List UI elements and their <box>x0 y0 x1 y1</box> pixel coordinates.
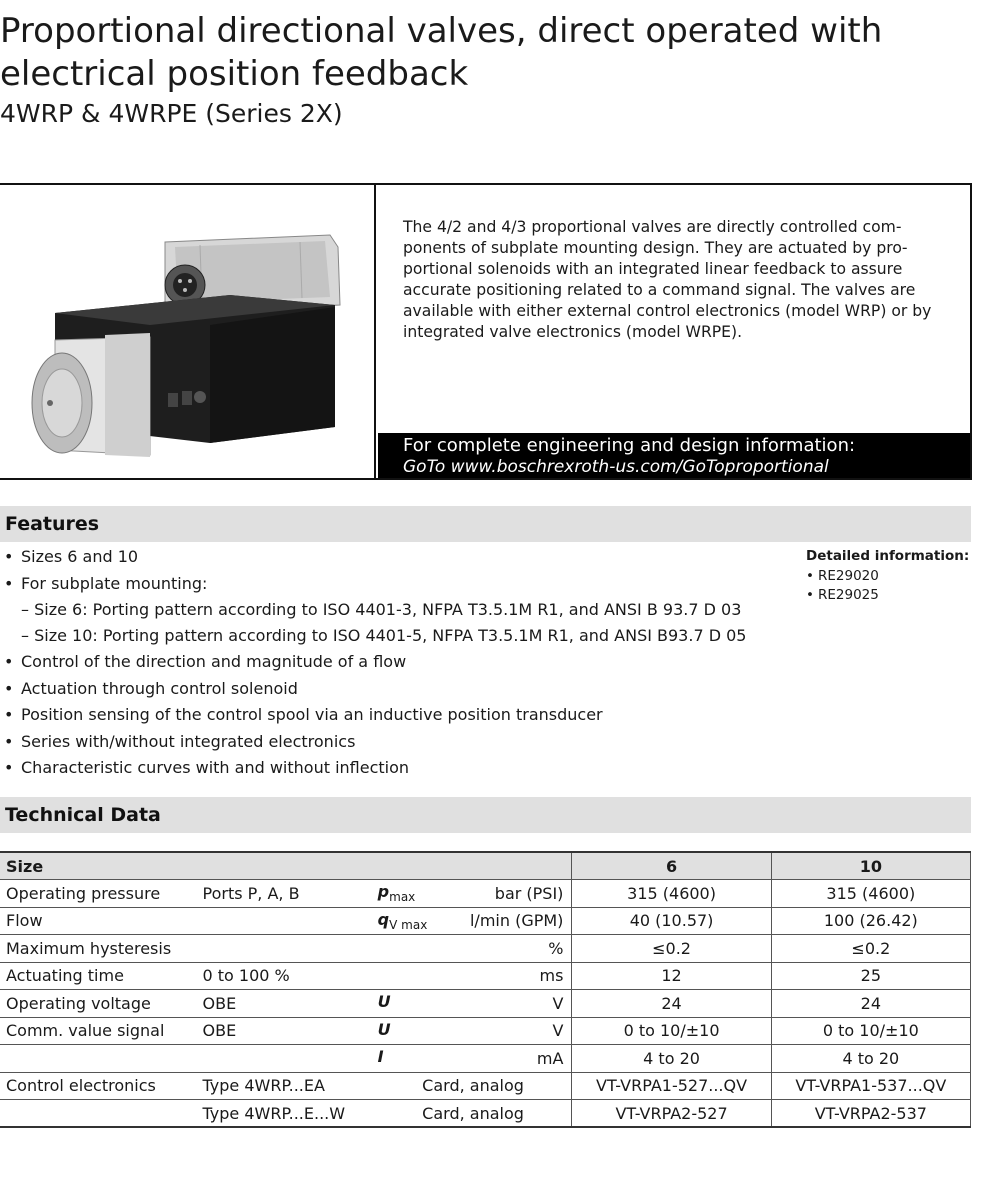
card-cell: Card, analog <box>375 1100 572 1128</box>
value-6-cell: ≤0.2 <box>572 935 771 963</box>
detail-info-item[interactable]: • RE29020 <box>806 567 996 586</box>
value-10-cell: 315 (4600) <box>771 880 970 908</box>
value-6-cell: 12 <box>572 962 771 990</box>
symbol-cell <box>375 935 434 963</box>
table-row <box>0 962 971 990</box>
value-6-cell: VT-VRPA1-527...QV <box>572 1072 771 1100</box>
detail-info-item[interactable]: • RE29025 <box>806 586 996 605</box>
unit-cell: % <box>433 935 572 963</box>
info-banner <box>378 433 970 478</box>
table-row <box>0 1072 971 1100</box>
symbol-cell: $q_{V max}$ <box>375 907 434 935</box>
detail-info-heading: Detailed information: <box>806 548 970 564</box>
symbol-cell: I <box>375 1045 434 1073</box>
list-item: • For subplate mounting: <box>4 571 804 598</box>
unit-cell: bar (PSI) <box>433 880 572 908</box>
condition-cell: OBE <box>197 1017 375 1045</box>
value-6-cell: 40 (10.57) <box>572 907 771 935</box>
value-10-cell: 100 (26.42) <box>771 907 970 935</box>
value-10-cell: 25 <box>771 962 970 990</box>
table-row <box>0 1017 971 1045</box>
unit-cell: mA <box>433 1045 572 1073</box>
features-list <box>4 544 804 782</box>
value-6-cell: 315 (4600) <box>572 880 771 908</box>
value-6-cell: 0 to 10/±10 <box>572 1017 771 1045</box>
list-item: • Position sensing of the control spool via an inductive position transducer <box>4 702 804 729</box>
table-row <box>0 907 971 935</box>
page-title: Proportional directional valves, direct operated with electrical position feedback <box>0 11 883 94</box>
value-6-cell: 4 to 20 <box>572 1045 771 1073</box>
param-cell <box>0 1100 197 1128</box>
type-cell: Type 4WRP...EA <box>197 1072 375 1100</box>
param-cell: Comm. value signal <box>0 1017 197 1045</box>
condition-cell <box>197 935 375 963</box>
table-row <box>0 935 971 963</box>
type-cell: Type 4WRP...E...W <box>197 1100 375 1128</box>
list-item: – Size 6: Porting pattern according to ISO 4401-3, NFPA T3.5.1M R1, and ANSI B 93.7 D 03 <box>21 600 742 619</box>
card-cell: Card, analog <box>375 1072 572 1100</box>
intro-box <box>0 183 972 480</box>
list-item: • Characteristic curves with and without inflection <box>4 755 804 782</box>
table-row <box>0 1045 971 1073</box>
table-row <box>0 1100 971 1128</box>
features-heading: Features <box>0 506 971 542</box>
list-item: • Control of the direction and magnitude of a flow <box>4 649 804 676</box>
condition-cell <box>197 907 375 935</box>
list-item: • Series with/without integrated electronics <box>4 729 804 756</box>
valve-illustration <box>0 185 374 478</box>
valve-image <box>0 185 376 478</box>
table-row <box>0 990 971 1018</box>
value-10-cell: VT-VRPA1-537...QV <box>771 1072 970 1100</box>
value-10-cell: 24 <box>771 990 970 1018</box>
technical-data-table <box>0 851 971 1128</box>
list-item: – Size 10: Porting pattern according to ISO 4401-5, NFPA T3.5.1M R1, and ANSI B93.7 D 05 <box>21 626 747 645</box>
condition-cell: Ports P, A, B <box>197 880 375 908</box>
size-label: Size <box>0 852 197 880</box>
param-cell: Operating pressure <box>0 880 197 908</box>
value-6-cell: 24 <box>572 990 771 1018</box>
value-10-cell: 4 to 20 <box>771 1045 970 1073</box>
table-row <box>0 880 971 908</box>
symbol-cell <box>375 962 434 990</box>
symbol-cell: $p_{max}$ <box>375 880 434 908</box>
param-cell: Actuating time <box>0 962 197 990</box>
symbol-cell: U <box>375 990 434 1018</box>
param-cell: Flow <box>0 907 197 935</box>
unit-cell: ms <box>433 962 572 990</box>
table-header-row <box>0 852 971 880</box>
condition-cell: 0 to 100 % <box>197 962 375 990</box>
param-cell: Control electronics <box>0 1072 197 1100</box>
technical-heading: Technical Data <box>0 797 971 833</box>
info-banner-line1: For complete engineering and design information: <box>403 435 856 456</box>
value-10-cell: 0 to 10/±10 <box>771 1017 970 1045</box>
value-6-cell: VT-VRPA2-527 <box>572 1100 771 1128</box>
param-cell: Operating voltage <box>0 990 197 1018</box>
param-cell <box>0 1045 197 1073</box>
list-item: • Actuation through control solenoid <box>4 676 804 703</box>
info-banner-link[interactable]: GoTo www.boschrexroth-us.com/GoToproportional <box>403 457 829 477</box>
condition-cell <box>197 1045 375 1073</box>
value-10-cell: ≤0.2 <box>771 935 970 963</box>
value-10-cell: VT-VRPA2-537 <box>771 1100 970 1128</box>
intro-description: The 4/2 and 4/3 proportional valves are directly controlled components of subplate mounting design. They are actuated by proportional solenoids with an integrated linear feedback to assure accurate positioning related to a command signal. The valves are available with either external control electronics (model WRP) or by integrated valve electronics (model WRPE). <box>403 218 932 341</box>
symbol-cell: U <box>375 1017 434 1045</box>
param-cell: Maximum hysteresis <box>0 935 197 963</box>
size-10-header: 10 <box>771 852 970 880</box>
unit-cell: V <box>433 1017 572 1045</box>
condition-cell: OBE <box>197 990 375 1018</box>
detail-info <box>806 547 996 605</box>
size-6-header: 6 <box>572 852 771 880</box>
page-subtitle: 4WRP & 4WRPE (Series 2X) <box>0 99 343 128</box>
unit-cell: V <box>433 990 572 1018</box>
unit-cell: l/min (GPM) <box>433 907 572 935</box>
list-item: • Sizes 6 and 10 <box>4 544 804 571</box>
